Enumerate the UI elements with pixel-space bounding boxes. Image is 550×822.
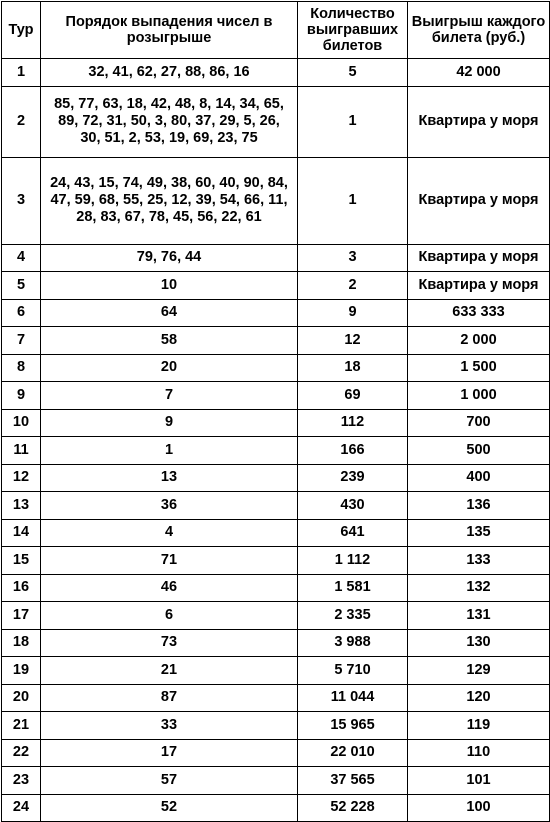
cell-prize: 120 [408,684,550,712]
cell-winning-tickets: 18 [298,354,408,382]
cell-prize: 2 000 [408,327,550,355]
cell-round: 14 [2,519,41,547]
cell-winning-tickets: 5 [298,59,408,87]
cell-number-order: 58 [41,327,298,355]
table-row [2,244,550,272]
cell-number-order: 10 [41,272,298,300]
table-row [2,327,550,355]
cell-round: 1 [2,59,41,87]
cell-number-order: 32, 41, 62, 27, 88, 86, 16 [41,59,298,87]
cell-prize: 119 [408,712,550,740]
cell-prize: 129 [408,657,550,685]
cell-prize: 130 [408,629,550,657]
cell-number-order: 6 [41,602,298,630]
table-row [2,59,550,87]
table-row [2,767,550,795]
table-row [2,712,550,740]
cell-number-order: 79, 76, 44 [41,244,298,272]
table-row [2,354,550,382]
cell-number-order: 9 [41,409,298,437]
cell-number-order: 36 [41,492,298,520]
cell-number-order: 21 [41,657,298,685]
cell-winning-tickets: 3 988 [298,629,408,657]
cell-winning-tickets: 5 710 [298,657,408,685]
cell-prize: 133 [408,547,550,575]
cell-winning-tickets: 239 [298,464,408,492]
cell-winning-tickets: 11 044 [298,684,408,712]
cell-round: 17 [2,602,41,630]
cell-round: 10 [2,409,41,437]
cell-prize: 132 [408,574,550,602]
table-row [2,492,550,520]
cell-winning-tickets: 12 [298,327,408,355]
cell-prize: 135 [408,519,550,547]
cell-prize: 100 [408,794,550,822]
header-winning-tickets: Количество выигравших билетов [298,2,408,59]
table-row [2,464,550,492]
header-row [2,2,550,59]
cell-round: 2 [2,86,41,157]
cell-round: 13 [2,492,41,520]
cell-round: 19 [2,657,41,685]
cell-winning-tickets: 1 112 [298,547,408,575]
cell-number-order: 57 [41,767,298,795]
cell-prize: 633 333 [408,299,550,327]
table-row [2,547,550,575]
cell-round: 22 [2,739,41,767]
table-row [2,86,550,157]
cell-prize: 400 [408,464,550,492]
cell-round: 4 [2,244,41,272]
cell-number-order: 33 [41,712,298,740]
cell-winning-tickets: 1 581 [298,574,408,602]
table-row [2,437,550,465]
table-row [2,157,550,244]
cell-prize: Квартира у моря [408,86,550,157]
cell-winning-tickets: 112 [298,409,408,437]
table-row [2,519,550,547]
cell-winning-tickets: 22 010 [298,739,408,767]
table-row [2,382,550,410]
cell-winning-tickets: 641 [298,519,408,547]
cell-winning-tickets: 9 [298,299,408,327]
cell-number-order: 64 [41,299,298,327]
cell-round: 11 [2,437,41,465]
cell-winning-tickets: 2 335 [298,602,408,630]
cell-round: 18 [2,629,41,657]
cell-prize: 700 [408,409,550,437]
cell-number-order: 71 [41,547,298,575]
cell-number-order: 24, 43, 15, 74, 49, 38, 60, 40, 90, 84, 47, 59, 68, 55, 25, 12, 39, 54, 66, 11, 28, 83, 67, 78, 45, 56, 22, 61 [41,157,298,244]
cell-winning-tickets: 1 [298,157,408,244]
cell-round: 3 [2,157,41,244]
cell-winning-tickets: 1 [298,86,408,157]
table-row [2,657,550,685]
cell-number-order: 73 [41,629,298,657]
cell-prize: 1 000 [408,382,550,410]
cell-winning-tickets: 15 965 [298,712,408,740]
cell-round: 12 [2,464,41,492]
table-row [2,739,550,767]
cell-winning-tickets: 2 [298,272,408,300]
cell-round: 21 [2,712,41,740]
cell-winning-tickets: 69 [298,382,408,410]
cell-round: 8 [2,354,41,382]
cell-winning-tickets: 3 [298,244,408,272]
header-round: Тур [2,2,41,59]
cell-round: 15 [2,547,41,575]
cell-prize: 42 000 [408,59,550,87]
table-row [2,629,550,657]
cell-winning-tickets: 166 [298,437,408,465]
cell-round: 24 [2,794,41,822]
cell-prize: Квартира у моря [408,157,550,244]
cell-prize: 101 [408,767,550,795]
cell-number-order: 20 [41,354,298,382]
cell-round: 6 [2,299,41,327]
cell-prize: 1 500 [408,354,550,382]
table-row [2,602,550,630]
cell-prize: 131 [408,602,550,630]
cell-prize: 136 [408,492,550,520]
cell-number-order: 52 [41,794,298,822]
cell-number-order: 46 [41,574,298,602]
cell-prize: Квартира у моря [408,244,550,272]
lottery-results-table [1,1,550,822]
cell-winning-tickets: 430 [298,492,408,520]
table-row [2,272,550,300]
cell-round: 20 [2,684,41,712]
cell-round: 5 [2,272,41,300]
cell-round: 16 [2,574,41,602]
header-number-order: Порядок выпадения чисел в розыгрыше [41,2,298,59]
cell-number-order: 87 [41,684,298,712]
table-row [2,299,550,327]
cell-round: 9 [2,382,41,410]
table-row [2,409,550,437]
cell-prize: 110 [408,739,550,767]
cell-number-order: 17 [41,739,298,767]
cell-round: 7 [2,327,41,355]
cell-prize: 500 [408,437,550,465]
cell-number-order: 13 [41,464,298,492]
cell-number-order: 1 [41,437,298,465]
cell-number-order: 85, 77, 63, 18, 42, 48, 8, 14, 34, 65, 89, 72, 31, 50, 3, 80, 37, 29, 5, 26, 30, 51, 2, 53, 19, 69, 23, 75 [41,86,298,157]
cell-prize: Квартира у моря [408,272,550,300]
header-prize-per-ticket: Выигрыш каждого билета (руб.) [408,2,550,59]
cell-number-order: 4 [41,519,298,547]
table-row [2,684,550,712]
cell-winning-tickets: 37 565 [298,767,408,795]
table-row [2,574,550,602]
cell-winning-tickets: 52 228 [298,794,408,822]
cell-number-order: 7 [41,382,298,410]
cell-round: 23 [2,767,41,795]
